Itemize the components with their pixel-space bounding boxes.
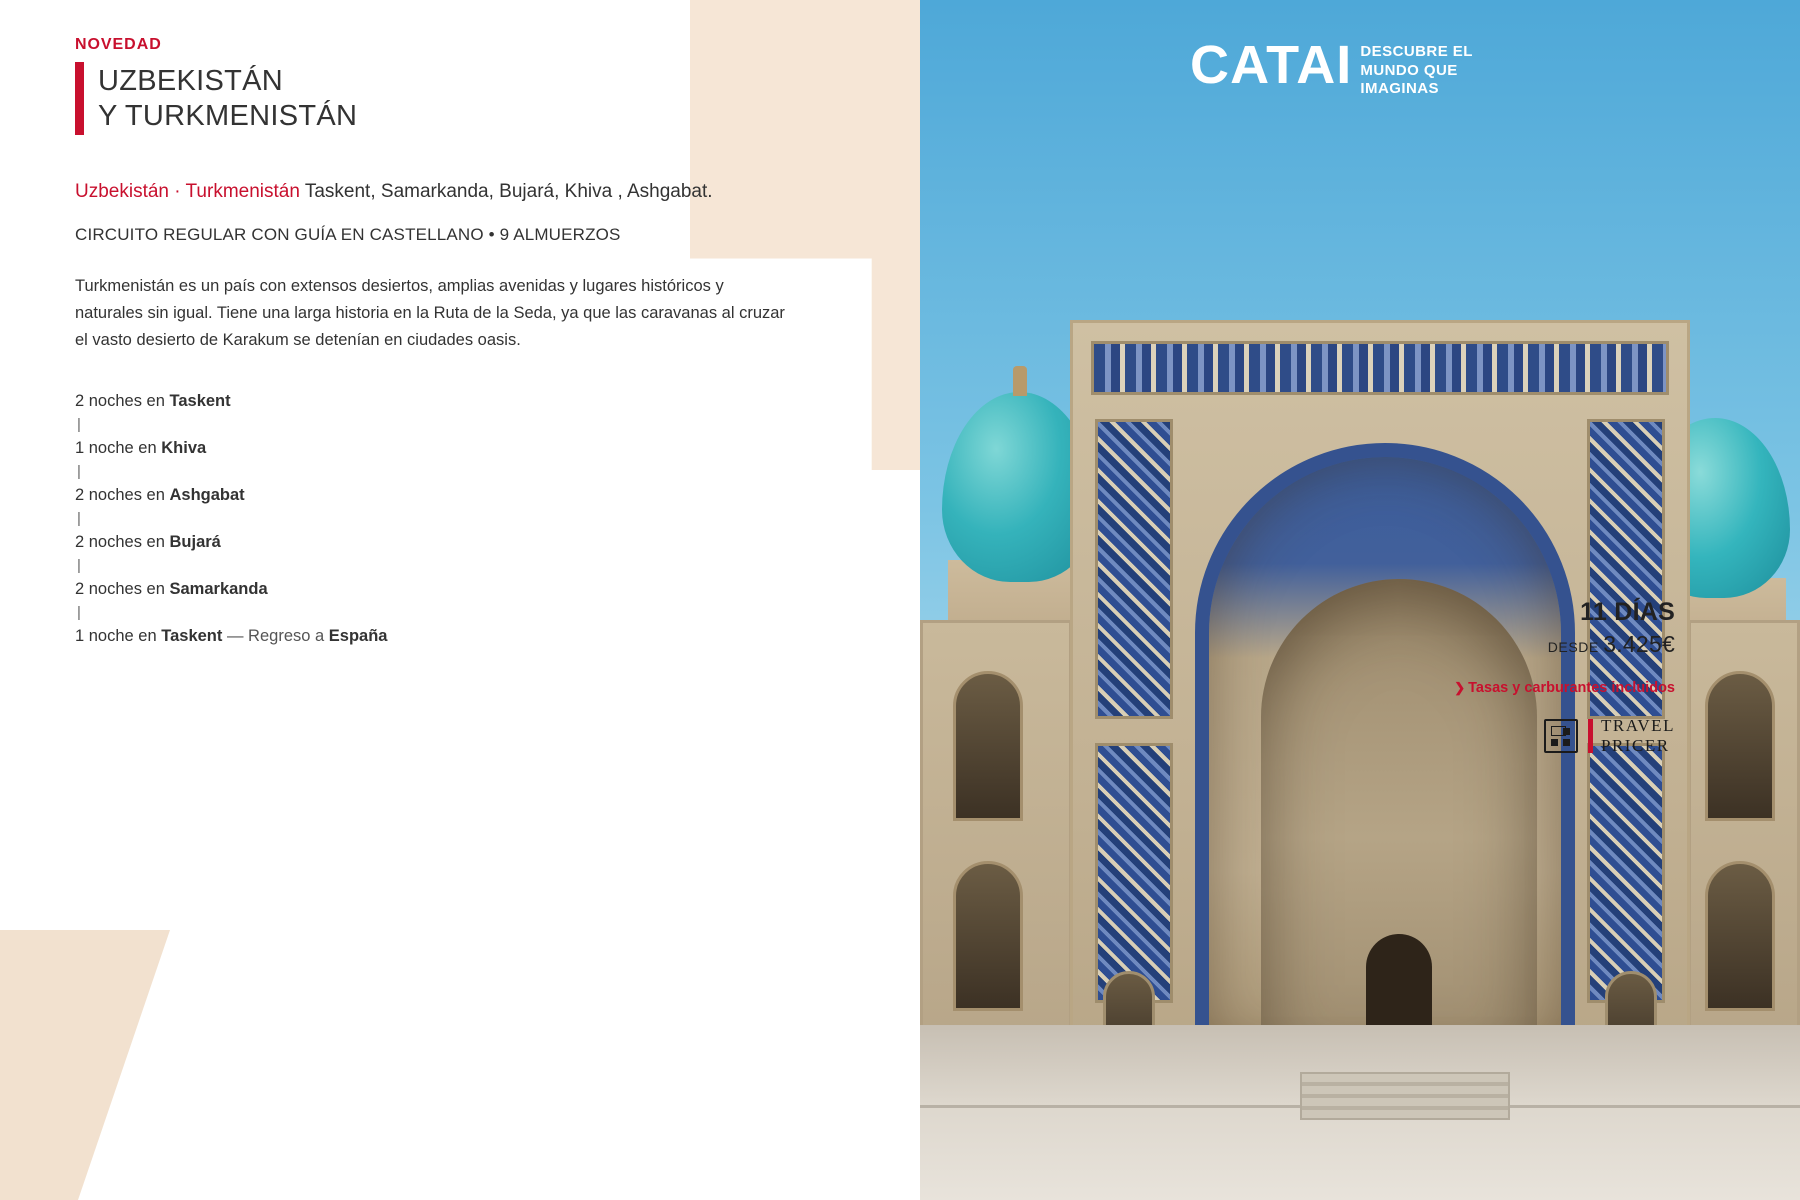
- title-line-2: Y TURKMENISTÁN: [98, 100, 358, 133]
- tour-subtitle: CIRCUITO REGULAR CON GUÍA EN CASTELLANO • 9 ALMUERZOS: [75, 225, 621, 245]
- taxes-note-label: Tasas y carburantes incluidos: [1468, 680, 1675, 696]
- itinerary-return-place: España: [328, 627, 388, 646]
- travelpricer-logo[interactable]: [1375, 716, 1675, 756]
- travelpricer-line2: PRICER: [1600, 736, 1670, 756]
- price-block: [1375, 598, 1675, 756]
- tile-panel: [1095, 419, 1173, 719]
- itinerary-list: [75, 390, 860, 649]
- tour-description: Turkmenistán es un país con extensos desiertos, amplias avenidas y lugares históricos y naturales sin igual. Tiene una larga historia en la Ruta de la Seda, ya que las caravanas al cruzar el vasto desierto de Karakum se detenían en ciudades oasis.: [75, 277, 785, 349]
- taxes-note: [1375, 680, 1675, 696]
- calligraphy-band: [1091, 341, 1669, 395]
- list-item: [75, 484, 860, 507]
- title-text: [98, 62, 357, 135]
- itinerary-place: Ashgabat: [169, 485, 245, 504]
- wing-arch: [1705, 671, 1775, 821]
- itinerary-prefix: 2 noches en: [75, 580, 170, 599]
- trip-duration: 11 DÍAS: [1580, 598, 1675, 626]
- list-item: [75, 578, 860, 601]
- itinerary-connector: |: [77, 557, 81, 575]
- tile-panel: [1587, 743, 1665, 1003]
- chevron-right-icon: ❯: [1454, 680, 1466, 695]
- itinerary-connector: |: [77, 509, 81, 527]
- itinerary-prefix: 2 noches en: [75, 485, 170, 504]
- route-cities: Taskent, Samarkanda, Bujará, Khiva , Ashgabat.: [304, 180, 713, 202]
- itinerary-prefix: 1 noche en: [75, 627, 162, 646]
- itinerary-return-text: — Regreso a: [222, 627, 329, 646]
- itinerary-connector: |: [77, 604, 81, 622]
- wing-arch: [1705, 861, 1775, 1011]
- itinerary-place: Taskent: [161, 627, 223, 646]
- itinerary-place: Taskent: [169, 391, 231, 410]
- wing-arch: [953, 671, 1023, 821]
- price-from-label: DESDE: [1547, 639, 1599, 655]
- travelpricer-wordmark: [1601, 716, 1675, 756]
- logo-tagline: [1360, 43, 1472, 99]
- list-item: [75, 437, 860, 460]
- price-amount: 3.425€: [1603, 631, 1675, 657]
- entrance-steps: [1300, 1072, 1510, 1120]
- price-row: [1375, 631, 1675, 658]
- itinerary-prefix: 2 noches en: [75, 391, 170, 410]
- logo-tagline-line1: DESCUBRE EL: [1360, 43, 1473, 60]
- itinerary-place: Khiva: [161, 438, 207, 457]
- itinerary-place: Bujará: [169, 532, 221, 551]
- logo-tagline-line2: MUNDO QUE: [1360, 61, 1458, 79]
- page-title: [75, 62, 860, 135]
- itinerary-connector: |: [77, 462, 81, 480]
- itinerary-place: Samarkanda: [169, 580, 268, 599]
- route-countries: Uzbekistán · Turkmenistán: [75, 180, 300, 202]
- itinerary-prefix: 2 noches en: [75, 532, 170, 551]
- calculator-icon: [1544, 719, 1578, 753]
- novedad-badge: NOVEDAD: [75, 36, 162, 53]
- itinerary-prefix: 1 noche en: [75, 438, 162, 457]
- list-item: [75, 625, 860, 648]
- tile-panel: [1095, 743, 1173, 1003]
- list-item: [75, 531, 860, 554]
- travelpricer-line1: TRAVEL: [1600, 716, 1675, 735]
- travelpricer-accent-bar: [1588, 719, 1593, 753]
- logo-wordmark: CATAI: [1190, 35, 1353, 95]
- wing-arch: [953, 861, 1023, 1011]
- list-item: [75, 390, 860, 413]
- title-line-1: UZBEKISTÁN: [98, 65, 283, 97]
- logo-tagline-line3: IMAGINAS: [1360, 80, 1439, 98]
- catai-logo: [1190, 35, 1473, 99]
- title-accent-bar: [75, 62, 84, 135]
- route-summary: [75, 179, 860, 206]
- itinerary-connector: |: [77, 415, 81, 433]
